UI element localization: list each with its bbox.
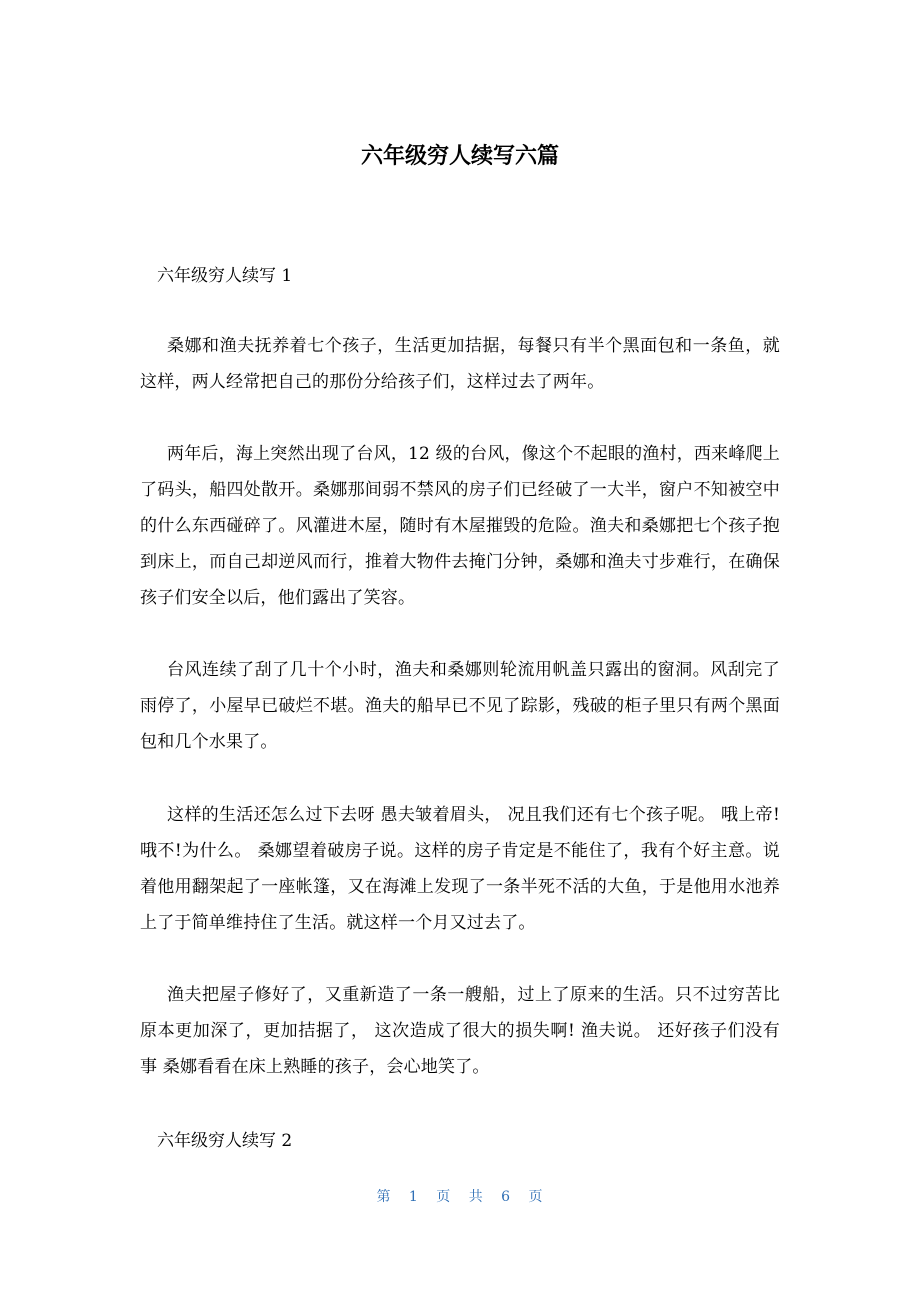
paragraph-4: 这样的生活还怎么过下去呀 愚夫皱着眉头， 况且我们还有七个孩子呢。 哦上帝!哦不!为什么。 桑娜望着破房子说。这样的房子肯定是不能住了，我有个好主意。说着他用翻架起了一座帐篷，又在海滩上发现了一条半死不活的大鱼，于是他用水池养上了于简单维持住了生活。就这样一个月又过去了。 [140,805,780,933]
page-number-footer: 第 1 页 共 6 页 [376,1189,544,1205]
section-heading-2: 六年级穷人续写 2 [157,1131,293,1151]
paragraph-2: 两年后，海上突然出现了台风，12 级的台风，像这个不起眼的渔村，西来峰爬上了码头，船四处散开。桑娜那间弱不禁风的房子们已经破了一大半，窗户不知被空中的什么东西碰碎了。风灌进木屋，随时有木屋摧毁的危险。渔夫和桑娜把七个孩子抱到床上，而自己却逆风而行，推着大物件去掩门分钟，桑娜和渔夫寸步难行，在确保孩子们安全以后，他们露出了笑容。 [140,444,780,608]
section-heading-1: 六年级穷人续写 1 [157,266,293,286]
paragraph-3: 台风连续了刮了几十个小时，渔夫和桑娜则轮流用帆盖只露出的窗洞。风刮完了雨停了，小屋早已破烂不堪。渔夫的船早已不见了踪影，残破的柜子里只有两个黑面包和几个水果了。 [140,660,780,752]
paragraph-1: 桑娜和渔夫抚养着七个孩子，生活更加拮据，每餐只有半个黑面包和一条鱼，就这样，两人经常把自己的那份分给孩子们，这样过去了两年。 [140,336,780,392]
document-title: 六年级穷人续写六篇 [360,144,559,169]
paragraph-5: 渔夫把屋子修好了，又重新造了一条一艘船，过上了原来的生活。只不过穷苦比原本更加深了，更加拮据了， 这次造成了很大的损失啊! 渔夫说。 还好孩子们没有事 桑娜看看在床上熟睡的孩子，会心地笑了。 [140,985,780,1077]
